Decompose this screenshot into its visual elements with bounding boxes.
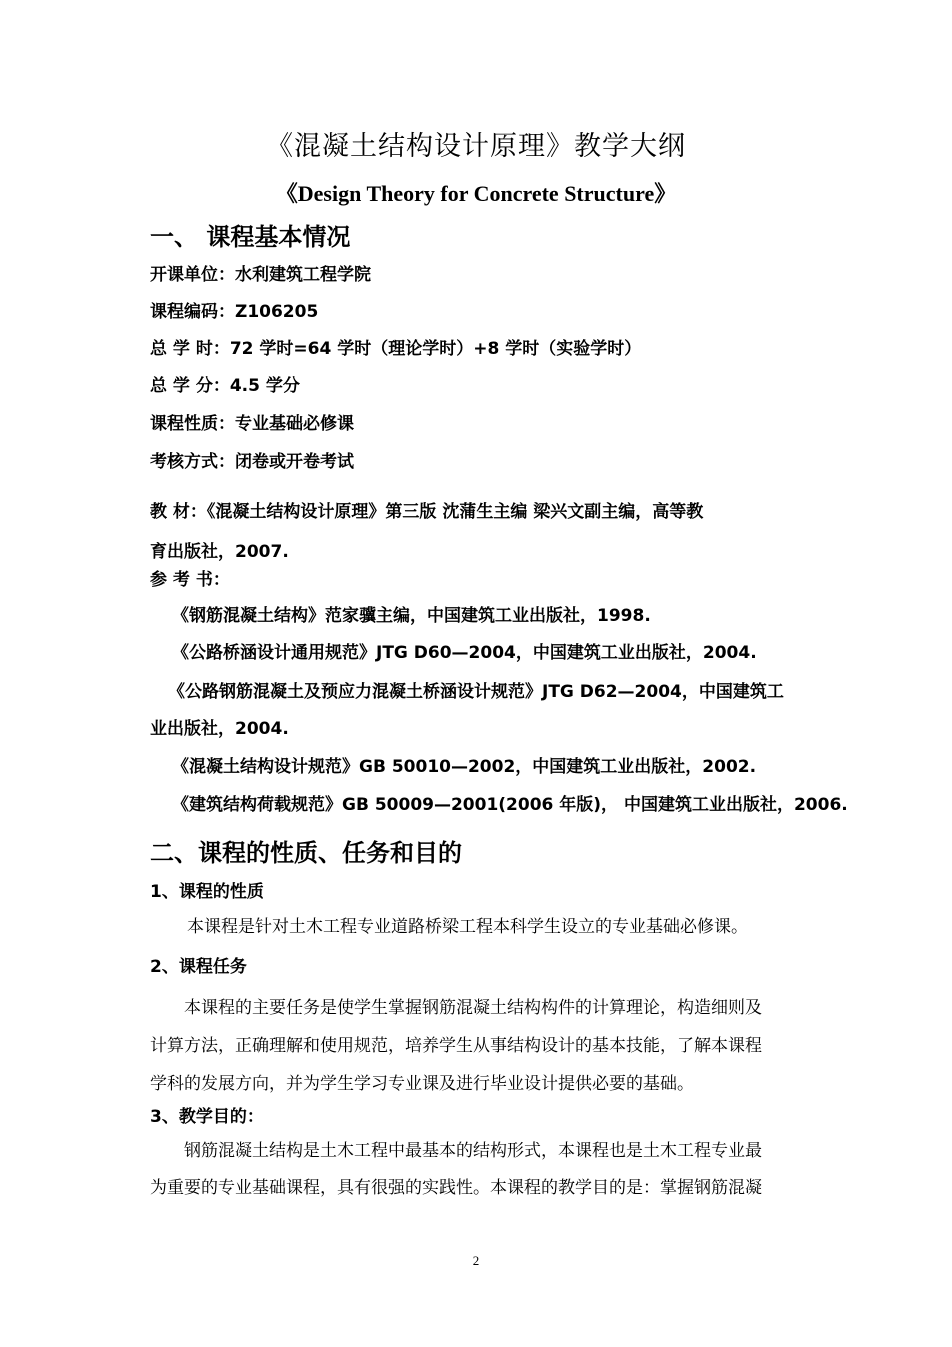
subsection-nature-text: 本课程是针对土木工程专业道路桥梁工程本科学生设立的专业基础必修课。 [187, 917, 748, 937]
course-credits: 总 学 分：4.5 学分 [150, 376, 300, 396]
page-number: 2 [472, 1253, 480, 1268]
textbook-line1: 教 材：《混凝土结构设计原理》第三版 沈蒲生主编 梁兴文副主编，高等教 [150, 502, 704, 522]
subsection-task-heading: 2、课程任务 [150, 957, 247, 977]
purpose-paragraph-line: 为重要的专业基础课程，具有很强的实践性。本课程的教学目的是：掌握钢筋混凝 [150, 1178, 762, 1198]
course-unit: 开课单位：水利建筑工程学院 [150, 265, 371, 285]
textbook-line2: 育出版社，2007. [150, 542, 289, 562]
document-subtitle: 《Design Theory for Concrete Structure》 [275, 181, 677, 206]
course-code: 课程编码：Z106205 [150, 302, 319, 322]
task-paragraph-line: 计算方法，正确理解和使用规范，培养学生从事结构设计的基本技能，了解本课程 [150, 1036, 762, 1056]
course-nature: 课程性质：专业基础必修课 [150, 414, 354, 434]
reference-item: 《公路钢筋混凝土及预应力混凝土桥涵设计规范》JTG D62—2004，中国建筑工 [168, 682, 784, 702]
section1-heading: 一、 课程基本情况 [150, 223, 351, 251]
subsection-purpose-heading: 3、教学目的： [150, 1107, 264, 1127]
reference-item: 《钢筋混凝土结构》范家骥主编，中国建筑工业出版社，1998. [172, 606, 651, 626]
references-label: 参 考 书： [150, 570, 230, 590]
section2-heading: 二、课程的性质、任务和目的 [150, 839, 462, 867]
reference-item-cont: 业出版社，2004. [150, 719, 289, 739]
reference-item: 《公路桥涵设计通用规范》JTG D60—2004，中国建筑工业出版社，2004. [172, 643, 757, 663]
reference-item: 《建筑结构荷载规范》GB 50009—2001(2006 年版)， 中国建筑工业出版社，2006. [172, 795, 848, 815]
subsection-nature-heading: 1、课程的性质 [150, 882, 264, 902]
document-title: 《混凝土结构设计原理》教学大纲 [266, 131, 686, 162]
course-assessment: 考核方式：闭卷或开卷考试 [150, 452, 354, 472]
course-hours: 总 学 时：72 学时=64 学时（理论学时）+8 学时（实验学时） [150, 339, 642, 359]
purpose-paragraph-line: 钢筋混凝土结构是土木工程中最基本的结构形式，本课程也是土木工程专业最 [184, 1141, 762, 1161]
task-paragraph-line: 学科的发展方向，并为学生学习专业课及进行毕业设计提供必要的基础。 [150, 1074, 694, 1094]
reference-item: 《混凝土结构设计规范》GB 50010—2002，中国建筑工业出版社，2002. [172, 757, 757, 777]
task-paragraph-line: 本课程的主要任务是使学生掌握钢筋混凝土结构构件的计算理论，构造细则及 [184, 998, 762, 1018]
